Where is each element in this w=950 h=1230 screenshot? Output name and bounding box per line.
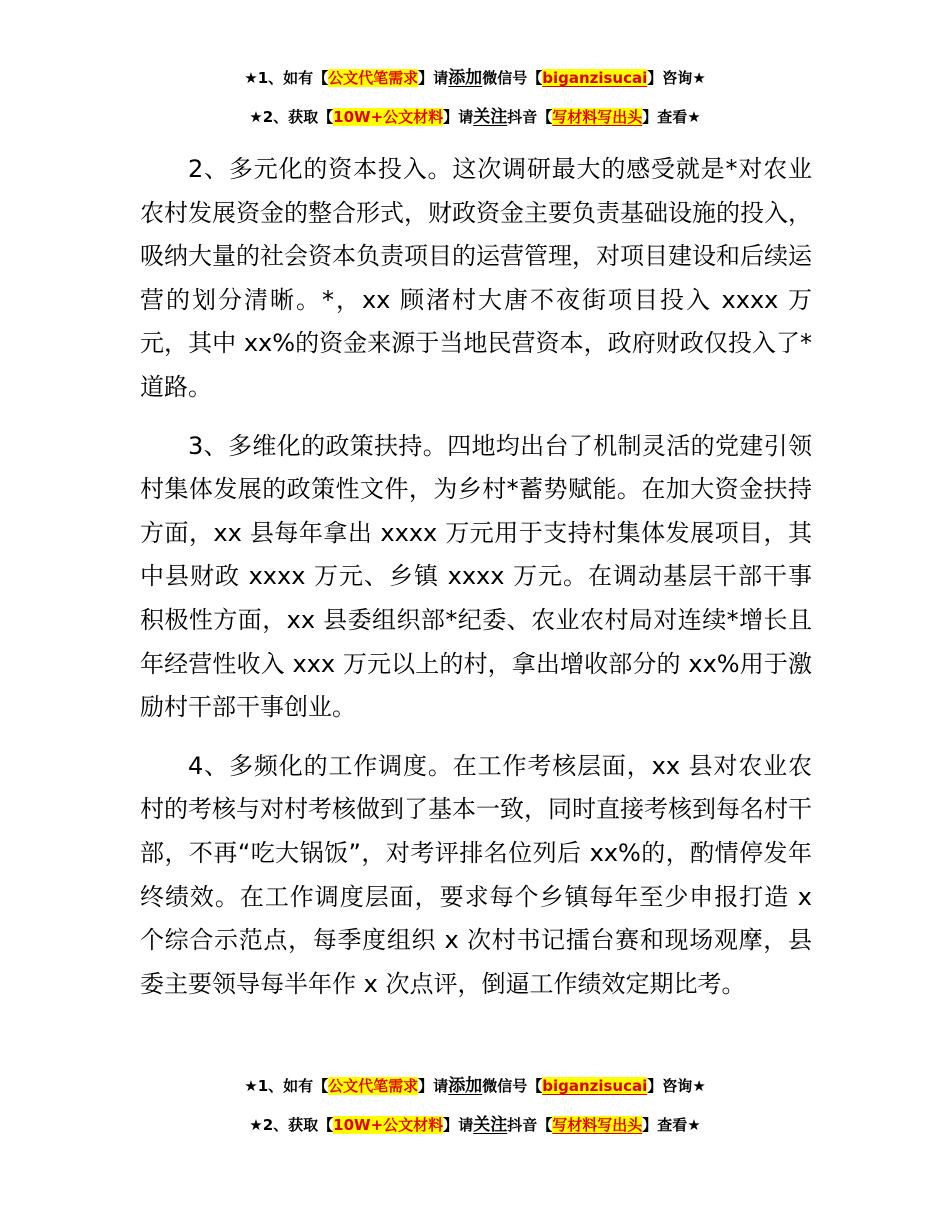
highlight-ghostwriting: 公文代笔需求 bbox=[328, 1077, 419, 1095]
star-icon: ★ bbox=[692, 69, 706, 87]
underlined-add: 添加 bbox=[448, 1076, 483, 1096]
promo-banner-line-2: ★2、获取【10W+公文材料】请关注抖音【写材料写出头】查看★ bbox=[249, 107, 701, 127]
douyin-account: 写材料写出头 bbox=[552, 108, 643, 126]
promo-banner-footer-line-2: ★2、获取【10W+公文材料】请关注抖音【写材料写出头】查看★ bbox=[249, 1115, 701, 1135]
wechat-id: biganzisucai bbox=[542, 69, 648, 87]
star-icon: ★ bbox=[687, 108, 701, 126]
promo-banner-line-1: ★1、如有【公文代笔需求】请添加微信号【biganzisucai】咨询★ bbox=[244, 68, 706, 88]
star-icon: ★ bbox=[692, 1077, 706, 1095]
star-icon: ★ bbox=[249, 108, 263, 126]
promo-banner-footer-line-1: ★1、如有【公文代笔需求】请添加微信号【biganzisucai】咨询★ bbox=[244, 1076, 706, 1096]
highlight-ghostwriting: 公文代笔需求 bbox=[328, 69, 419, 87]
underlined-add: 添加 bbox=[448, 68, 483, 88]
highlight-materials: 10W+公文材料 bbox=[333, 1116, 444, 1134]
star-icon: ★ bbox=[249, 1116, 263, 1134]
underlined-follow: 关注 bbox=[473, 107, 508, 127]
highlight-materials: 10W+公文材料 bbox=[333, 108, 444, 126]
paragraph-capital-investment: 2、多元化的资本投入。这次调研最大的感受就是*对农业农村发展资金的整合形式，财政资金主要负责基础设施的投入，吸纳大量的社会资本负责项目的运营管理，对项目建设和后续运营的划分清晰。*，xx 顾渚村大唐不夜街项目投入 xxxx 万元，其中 xx%的资金来源于当地民营资本，政府财政仅投入了*道路。 bbox=[140, 155, 812, 401]
paragraph-work-scheduling: 4、多频化的工作调度。在工作考核层面，xx 县对农业农村的考核与对村考核做到了基本一致，同时直接考核到每名村干部，不再“吃大锅饭”，对考评排名位列后 xx%的，酌情停发年终绩效。在工作调度层面，要求每个乡镇每年至少申报打造 x 个综合示范点，每季度组织 x 次村书记擂台赛和现场观摩，县委主要领导每半年作 x 次点评，倒逼工作绩效定期比考。 bbox=[140, 751, 812, 998]
paragraph-policy-support: 3、多维化的政策扶持。四地均出台了机制灵活的党建引领村集体发展的政策性文件，为乡村*蓄势赋能。在加大资金扶持方面，xx 县每年拿出 xxxx 万元用于支持村集体发展项目，其中县财政 xxxx 万元、乡镇 xxxx 万元。在调动基层干部干事积极性方面，xx 县委组织部*纪委、农业农村局对连续*增长且年经营性收入 xxx 万元以上的村，拿出增收部分的 xx%用于激励村干部干事创业。 bbox=[140, 431, 812, 722]
douyin-account: 写材料写出头 bbox=[552, 1116, 643, 1134]
wechat-id: biganzisucai bbox=[542, 1077, 648, 1095]
star-icon: ★ bbox=[687, 1116, 701, 1134]
star-icon: ★ bbox=[244, 69, 258, 87]
document-body bbox=[140, 148, 812, 1021]
star-icon: ★ bbox=[244, 1077, 258, 1095]
underlined-follow: 关注 bbox=[473, 1115, 508, 1135]
